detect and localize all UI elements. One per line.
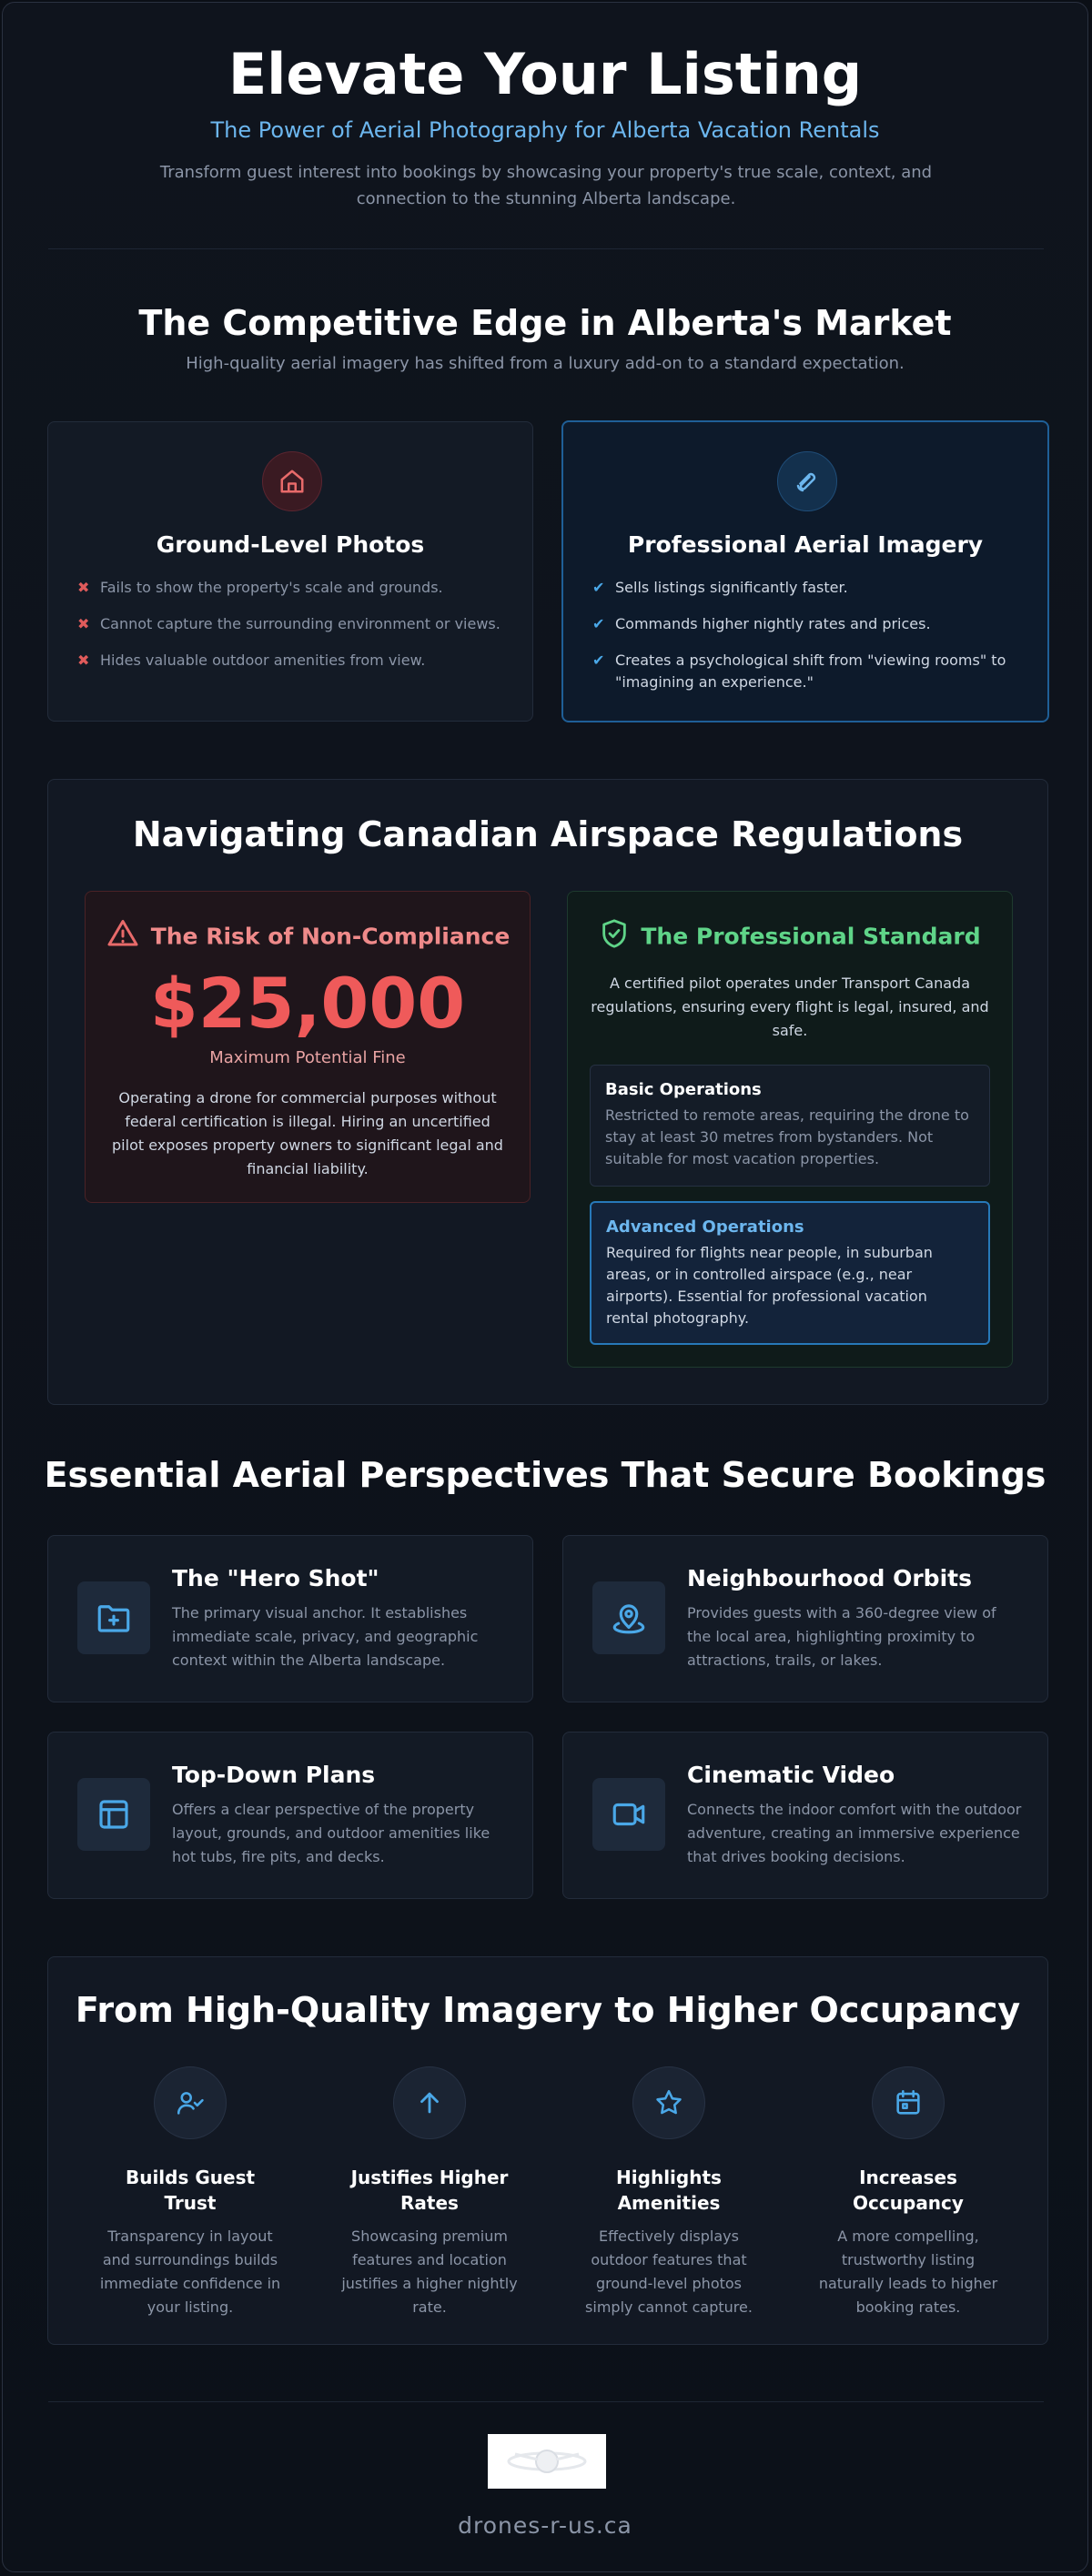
drones-r-us-logo	[488, 2434, 606, 2489]
standard-panel	[567, 891, 1013, 1368]
section-title-occupancy: From High-Quality Imagery to Higher Occupancy	[75, 1990, 1021, 2030]
benefit-title: Highlights Amenities	[616, 2167, 722, 2214]
folder-plus-icon	[77, 1581, 150, 1654]
standard-title: The Professional Standard	[568, 917, 1012, 955]
footer-url[interactable]: drones-r-us.ca	[458, 2512, 632, 2539]
aerial-imagery-list	[592, 577, 1020, 708]
ground-level-card	[47, 421, 533, 722]
benefit-text: A more compelling, trustworthy listing naturally leads to higher booking rates.	[818, 2227, 998, 2316]
perspective-card	[562, 1732, 1048, 1899]
section-title-airspace: Navigating Canadian Airspace Regulations	[132, 814, 964, 854]
infographic-page	[2, 2, 1088, 2572]
footer-divider	[48, 2401, 1044, 2402]
benefit-item	[339, 2066, 521, 2319]
benefit-item	[817, 2066, 999, 2319]
risk-text: Operating a drone for commercial purposes without federal certification is illegal. Hiring an uncertified pilot exposes property owners to significant legal and financial liability.	[112, 1089, 503, 1177]
layout-icon	[77, 1778, 150, 1851]
calendar-icon	[872, 2066, 945, 2139]
arrow-up-icon	[393, 2066, 466, 2139]
ground-level-title: Ground-Level Photos	[156, 531, 425, 558]
benefit-text: Effectively displays outdoor features that ground-level photos simply cannot capture.	[585, 2227, 753, 2316]
advanced-operations-box	[590, 1201, 990, 1345]
video-camera-icon	[592, 1778, 665, 1851]
fine-amount: $25,000	[149, 963, 466, 1044]
advanced-operations-text: Required for flights near people, in suburban areas, or in controlled airspace (e.g., near airports). Essential for professional vacation rental photography.	[606, 1244, 933, 1327]
list-item: ✔ Commands higher nightly rates and prices.	[592, 613, 1020, 635]
benefit-title: Builds Guest Trust	[125, 2167, 256, 2214]
divider	[48, 248, 1044, 249]
list-item: ✖ Hides valuable outdoor amenities from view.	[77, 650, 505, 672]
page-title: Elevate Your Listing	[228, 41, 863, 107]
advanced-operations-title: Advanced Operations	[606, 1217, 804, 1237]
star-icon	[632, 2066, 705, 2139]
risk-panel	[85, 891, 531, 1203]
occupancy-section	[47, 1956, 1048, 2345]
benefit-text: Transparency in layout and surroundings builds immediate confidence in your listing.	[99, 2227, 281, 2316]
benefit-item	[99, 2066, 281, 2319]
standard-text: A certified pilot operates under Transport Canada regulations, ensuring every flight is legal, insured, and safe.	[591, 975, 989, 1039]
perspective-text: Provides guests with a 360-degree view of the local area, highlighting proximity to attractions, trails, or lakes.	[687, 1604, 996, 1669]
section-title-perspectives: Essential Aerial Perspectives That Secure Bookings	[44, 1455, 1046, 1495]
benefit-title: Increases Occupancy	[853, 2167, 964, 2214]
page-subtitle: The Power of Aerial Photography for Alberta Vacation Rentals	[210, 117, 880, 143]
warning-icon	[106, 917, 140, 955]
perspective-title: The "Hero Shot"	[172, 1565, 379, 1591]
x-icon: ✖	[77, 652, 90, 669]
perspective-card	[47, 1535, 533, 1702]
perspective-text: Offers a clear perspective of the property layout, grounds, and outdoor amenities like hot tubs, fire pits, and decks.	[172, 1801, 490, 1865]
basic-operations-title: Basic Operations	[605, 1080, 762, 1099]
perspective-card	[562, 1535, 1048, 1702]
risk-title: The Risk of Non-Compliance	[86, 917, 530, 955]
perspective-title: Top-Down Plans	[172, 1762, 376, 1788]
perspective-card	[47, 1732, 533, 1899]
benefit-text: Showcasing premium features and location justifies a higher nightly rate.	[341, 2227, 518, 2316]
list-item: ✔ Sells listings significantly faster.	[592, 577, 1020, 599]
benefit-item	[578, 2066, 760, 2319]
section-title-edge: The Competitive Edge in Alberta's Market	[138, 303, 952, 343]
shield-check-icon	[599, 917, 630, 955]
x-icon: ✖	[77, 615, 90, 632]
drone-icon	[777, 451, 837, 511]
basic-operations-text: Restricted to remote areas, requiring the drone to stay at least 30 metres from bystanders. Not suitable for most vacation properties.	[605, 1106, 969, 1167]
ground-level-list	[77, 577, 505, 686]
list-item: ✖ Fails to show the property's scale and grounds.	[77, 577, 505, 599]
benefit-title: Justifies Higher Rates	[350, 2167, 509, 2214]
perspective-title: Neighbourhood Orbits	[687, 1565, 972, 1591]
list-item: ✔ Creates a psychological shift from "viewing rooms" to "imagining an experience."	[592, 652, 1006, 691]
check-icon: ✔	[592, 615, 605, 632]
fine-label: Maximum Potential Fine	[209, 1048, 406, 1067]
aerial-imagery-title: Professional Aerial Imagery	[627, 531, 984, 558]
map-pin-orbit-icon	[592, 1581, 665, 1654]
x-icon: ✖	[77, 579, 90, 596]
check-icon: ✔	[592, 652, 605, 669]
section-subtitle-edge: High-quality aerial imagery has shifted from a luxury add-on to a standard expectation.	[186, 354, 905, 373]
list-item: ✖ Cannot capture the surrounding environment or views.	[77, 613, 505, 635]
airspace-section	[47, 779, 1048, 1405]
user-check-icon	[154, 2066, 227, 2139]
perspective-text: Connects the indoor comfort with the outdoor adventure, creating an immersive experience that drives booking decisions.	[687, 1801, 1022, 1865]
check-icon: ✔	[592, 579, 605, 596]
basic-operations-box	[590, 1065, 990, 1187]
perspective-title: Cinematic Video	[687, 1762, 895, 1788]
house-icon	[262, 451, 322, 511]
perspective-text: The primary visual anchor. It establishes immediate scale, privacy, and geographic context within the Alberta landscape.	[172, 1604, 479, 1669]
page-description: Transform guest interest into bookings by showcasing your property's true scale, context, and connection to the stunning Alberta landscape.	[159, 163, 933, 208]
aerial-imagery-card	[561, 420, 1049, 722]
